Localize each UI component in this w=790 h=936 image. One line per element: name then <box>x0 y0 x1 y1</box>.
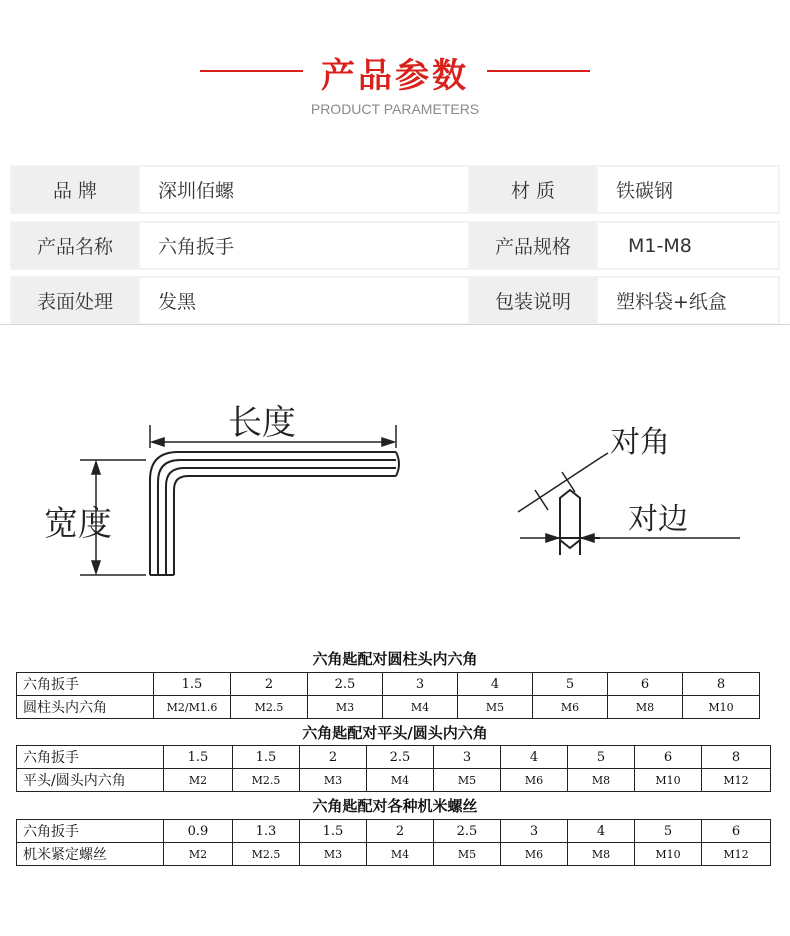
spec-cell: 5 <box>634 819 702 843</box>
spec-cell: 3 <box>500 819 568 843</box>
spec-cell: M8 <box>607 695 683 719</box>
spec-cell: M10 <box>682 695 760 719</box>
param-label: 产品规格 <box>470 223 596 268</box>
across-flats-label: 对边 <box>628 502 688 537</box>
spec-cell: 4 <box>567 819 635 843</box>
spec-cell: 2.5 <box>307 672 383 696</box>
param-label: 品 牌 <box>12 167 138 212</box>
spec-cell: 5 <box>567 745 635 769</box>
spec-cell: M5 <box>433 768 501 792</box>
diagonal-label: 对角 <box>610 425 670 460</box>
spec-cell: 3 <box>433 745 501 769</box>
spec-cell: M4 <box>366 842 434 866</box>
spec-row-label: 机米紧定螺丝 <box>16 842 164 866</box>
spec-row-wrench-size <box>16 672 759 696</box>
hex-end-drawing <box>558 490 600 555</box>
param-row-brand <box>10 165 780 214</box>
spec-cell: 1.3 <box>232 819 300 843</box>
spec-cell: 2 <box>230 672 308 696</box>
spec-row-wrench-size <box>16 819 770 843</box>
spec-cell: M2/M1.6 <box>153 695 231 719</box>
param-value: 六角扳手 <box>140 223 468 268</box>
spec-row-label: 六角扳手 <box>16 745 164 769</box>
spec-cell: M5 <box>433 842 501 866</box>
spec-cell: M6 <box>500 842 568 866</box>
param-row-name <box>10 221 780 270</box>
spec-row-label: 平头/圆头内六角 <box>16 768 164 792</box>
spec-row-label: 六角扳手 <box>16 672 154 696</box>
spec-cell: 4 <box>457 672 533 696</box>
spec-cell: M2 <box>163 768 233 792</box>
spec-cell: M4 <box>382 695 458 719</box>
spec-row-screw-size <box>16 768 770 792</box>
spec-cell: 5 <box>532 672 608 696</box>
spec-cell: 6 <box>701 819 771 843</box>
page-title: 产品参数 <box>321 56 469 96</box>
spec-cell: M8 <box>567 768 635 792</box>
l-wrench-drawing <box>150 452 399 575</box>
spec-cell: M3 <box>299 768 367 792</box>
spec-table-caption: 六角匙配对平头/圆头内六角 <box>302 724 488 742</box>
spec-cell: 1.5 <box>153 672 231 696</box>
section-divider <box>0 324 790 325</box>
spec-cell: M12 <box>701 768 771 792</box>
spec-cell: 1.5 <box>299 819 367 843</box>
spec-cell: M6 <box>532 695 608 719</box>
param-label: 产品名称 <box>12 223 138 268</box>
width-label: 宽度 <box>44 504 112 544</box>
spec-row-wrench-size <box>16 745 770 769</box>
spec-cell: 3 <box>382 672 458 696</box>
spec-cell: 2 <box>299 745 367 769</box>
spec-cell: 8 <box>682 672 760 696</box>
param-value: M1-M8 <box>598 223 778 268</box>
spec-cell: 6 <box>634 745 702 769</box>
spec-table-caption: 六角匙配对圆柱头内六角 <box>312 650 478 668</box>
spec-cell: M2.5 <box>232 768 300 792</box>
spec-cell: 1.5 <box>163 745 233 769</box>
param-value: 发黑 <box>140 278 468 323</box>
param-value: 深圳佰螺 <box>140 167 468 212</box>
spec-cell: M3 <box>307 695 383 719</box>
spec-cell: M3 <box>299 842 367 866</box>
spec-cell: 2.5 <box>433 819 501 843</box>
spec-row-label: 圆柱头内六角 <box>16 695 154 719</box>
param-value: 铁碳钢 <box>598 167 778 212</box>
spec-cell: 6 <box>607 672 683 696</box>
hex-key-diagram <box>0 330 790 620</box>
spec-cell: M4 <box>366 768 434 792</box>
spec-cell: M12 <box>701 842 771 866</box>
spec-cell: M10 <box>634 842 702 866</box>
page-subtitle: PRODUCT PARAMETERS <box>310 101 480 117</box>
param-label: 材 质 <box>470 167 596 212</box>
spec-row-label: 六角扳手 <box>16 819 164 843</box>
spec-cell: M6 <box>500 768 568 792</box>
param-label: 表面处理 <box>12 278 138 323</box>
spec-table-caption: 六角匙配对各种机米螺丝 <box>312 797 478 815</box>
param-row-finish <box>10 276 780 325</box>
diagonal-dimension <box>518 453 608 512</box>
spec-row-screw-size <box>16 842 770 866</box>
spec-cell: 4 <box>500 745 568 769</box>
spec-cell: M10 <box>634 768 702 792</box>
spec-cell: M5 <box>457 695 533 719</box>
param-label: 包装说明 <box>470 278 596 323</box>
spec-cell: M2 <box>163 842 233 866</box>
length-label: 长度 <box>228 403 296 443</box>
spec-row-screw-size <box>16 695 759 719</box>
spec-cell: M2.5 <box>230 695 308 719</box>
spec-cell: 8 <box>701 745 771 769</box>
spec-cell: M2.5 <box>232 842 300 866</box>
param-value: 塑料袋+纸盒 <box>598 278 778 323</box>
spec-cell: 0.9 <box>163 819 233 843</box>
spec-cell: 2 <box>366 819 434 843</box>
spec-cell: M8 <box>567 842 635 866</box>
spec-cell: 1.5 <box>232 745 300 769</box>
spec-cell: 2.5 <box>366 745 434 769</box>
